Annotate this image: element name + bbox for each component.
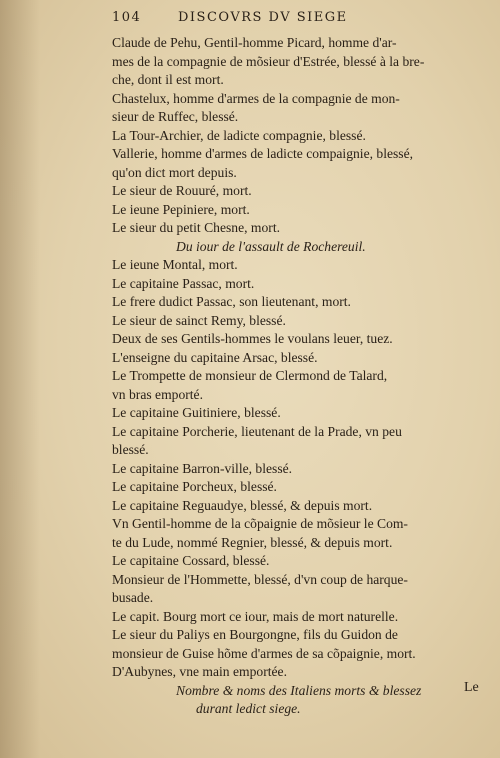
text-line: L'enseigne du capitaine Arsac, blessé. [112,349,318,365]
text-line: blessé. [112,442,149,457]
text-line: Le capitaine Porcheux, blessé. [112,479,277,494]
text-line: vn bras emporté. [112,386,203,402]
text-line: Le ieune Pepiniere, mort. [112,201,250,217]
text-line: busade. [112,590,154,605]
text-line: Vn Gentil-homme de la cõpaignie de mõsieur le Com- [112,516,408,531]
text-line: Le Trompette de monsieur de Clermond de Talard, [112,368,388,383]
text-line: te du Lude, nommé Regnier, blessé, & depuis mort. [112,534,393,550]
text-line: Le sieur du petit Chesne, mort. [112,220,280,235]
text-line: Le capitaine Cossard, blessé. [112,553,270,568]
catchword: Le [464,680,479,695]
text-line: La Tour-Archier, de ladicte compagnie, blessé. [112,127,366,143]
text-line: Deux de ses Gentils-hommes le voulans leuer, tuez. [112,331,393,346]
body-text [112,34,488,719]
page-gutter-shadow [0,0,40,758]
text-line: Le sieur de Rouuré, mort. [112,183,252,198]
text-line: Le ieune Montal, mort. [112,257,238,272]
text-line: Le sieur de sainct Remy, blessé. [112,312,286,328]
section-heading-continued: durant ledict siege. [196,701,301,716]
text-line: Le capit. Bourg mort ce iour, mais de mort naturelle. [112,608,399,624]
text-line: Chastelux, homme d'armes de la compagnie de mon- [112,90,400,106]
text-line: Le capitaine Porcherie, lieutenant de la Prade, vn peu [112,423,402,439]
page-number: 104 [112,10,142,25]
text-line: sieur de Ruffec, blessé. [112,109,239,124]
text-line: mes de la compagnie de mõsieur d'Estrée, blessé à la bre- [112,53,425,69]
text-line: Le capitaine Guitiniere, blessé. [112,405,281,420]
text-line: che, dont il est mort. [112,72,224,87]
text-line: Claude de Pehu, Gentil-homme Picard, homme d'ar- [112,35,397,50]
text-line: qu'on dict mort depuis. [112,164,237,180]
text-line: Le capitaine Passac, mort. [112,275,255,291]
text-line: Vallerie, homme d'armes de ladicte compaignie, blessé, [112,146,414,161]
section-heading: Du iour de l'assault de Rochereuil. [176,238,366,254]
text-line: Le capitaine Reguaudye, blessé, & depuis mort. [112,497,373,513]
text-line: Monsieur de l'Hommette, blessé, d'vn coup de harque- [112,571,408,587]
running-title: DISCOVRS DV SIEGE [178,10,348,25]
text-line: monsieur de Guise hõme d'armes de sa cõpaignie, mort. [112,645,416,661]
text-line: Le capitaine Barron-ville, blessé. [112,460,293,476]
text-line: D'Aubynes, vne main emportée. [112,664,287,679]
text-line: Le frere dudict Passac, son lieutenant, mort. [112,294,351,309]
section-heading: Nombre & noms des Italiens morts & blessez [176,682,422,698]
page-header [112,10,492,32]
text-line: Le sieur du Paliys en Bourgongne, fils du Guidon de [112,627,398,642]
